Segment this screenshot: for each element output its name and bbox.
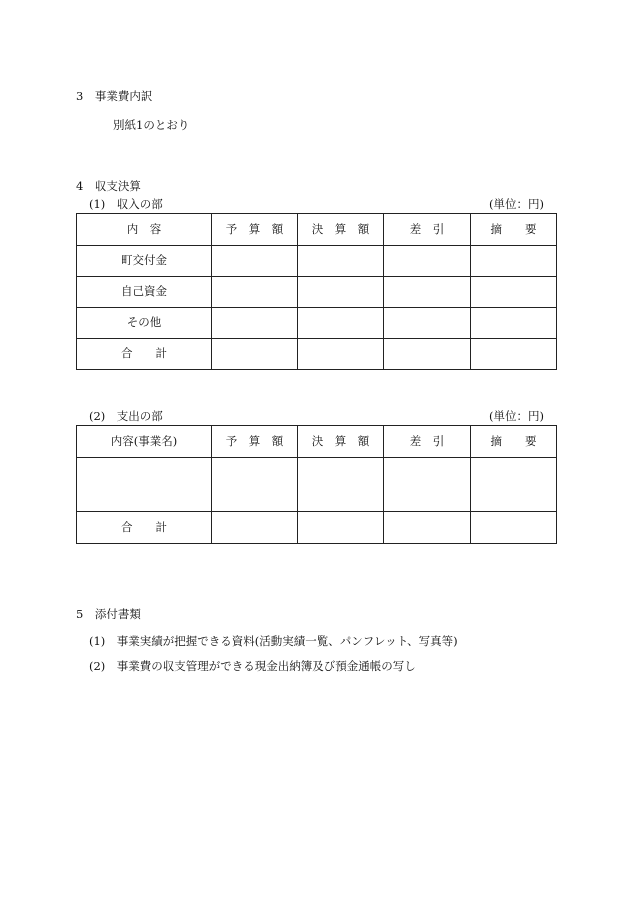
table-cell <box>298 458 384 512</box>
table-cell <box>212 246 298 277</box>
table-cell <box>212 277 298 308</box>
table-cell <box>471 277 557 308</box>
table-cell <box>384 512 471 544</box>
table-cell <box>384 308 471 339</box>
expense-header-difference: 差 引 <box>384 426 471 458</box>
table-cell <box>298 246 384 277</box>
expense-header-content: 内容(事業名) <box>77 426 212 458</box>
table-cell <box>298 277 384 308</box>
income-header-budget: 予 算 額 <box>212 214 298 246</box>
attachment-item-1: (1) 事業実績が把握できる資料(活動実績一覧、パンフレット、写真等) <box>89 634 458 648</box>
expense-unit: (単位：円) <box>489 409 544 423</box>
attachment-item-2: (2) 事業費の収支管理ができる現金出納簿及び預金通帳の写し <box>89 659 416 673</box>
table-cell <box>471 246 557 277</box>
table-cell <box>384 277 471 308</box>
expense-header-row <box>77 426 557 458</box>
income-row-label: 自己資金 <box>77 277 212 308</box>
income-row-label: 町交付金 <box>77 246 212 277</box>
income-total-label: 合 計 <box>77 339 212 370</box>
expense-header-budget: 予 算 額 <box>212 426 298 458</box>
table-cell <box>212 512 298 544</box>
table-cell <box>471 512 557 544</box>
table-row <box>77 246 557 277</box>
table-cell <box>77 458 212 512</box>
section-3-heading: 3 事業費内訳 <box>76 89 153 103</box>
table-cell <box>212 339 298 370</box>
table-cell <box>471 308 557 339</box>
table-cell <box>471 458 557 512</box>
table-cell <box>384 458 471 512</box>
income-header-difference: 差 引 <box>384 214 471 246</box>
expense-table <box>76 425 557 544</box>
expense-header-remarks: 摘 要 <box>471 426 557 458</box>
table-cell <box>298 512 384 544</box>
income-header-settlement: 決 算 額 <box>298 214 384 246</box>
table-cell <box>384 339 471 370</box>
table-cell <box>298 339 384 370</box>
income-header-content: 内 容 <box>77 214 212 246</box>
expense-total-label: 合 計 <box>77 512 212 544</box>
expense-header-settlement: 決 算 額 <box>298 426 384 458</box>
income-header-row <box>77 214 557 246</box>
income-unit: (単位：円) <box>489 197 544 211</box>
section-3-body: 別紙1のとおり <box>113 118 190 132</box>
income-table <box>76 213 557 370</box>
section-5-heading: 5 添付書類 <box>76 607 141 621</box>
income-title: (1) 収入の部 <box>89 197 163 211</box>
table-row <box>77 458 557 512</box>
expense-total-row <box>77 512 557 544</box>
expense-title: (2) 支出の部 <box>89 409 163 423</box>
income-row-label: その他 <box>77 308 212 339</box>
income-header-remarks: 摘 要 <box>471 214 557 246</box>
table-cell <box>298 308 384 339</box>
table-cell <box>471 339 557 370</box>
table-cell <box>212 308 298 339</box>
table-cell <box>384 246 471 277</box>
income-total-row <box>77 339 557 370</box>
table-row <box>77 277 557 308</box>
table-cell <box>212 458 298 512</box>
table-row <box>77 308 557 339</box>
section-4-heading: 4 収支決算 <box>76 179 141 193</box>
